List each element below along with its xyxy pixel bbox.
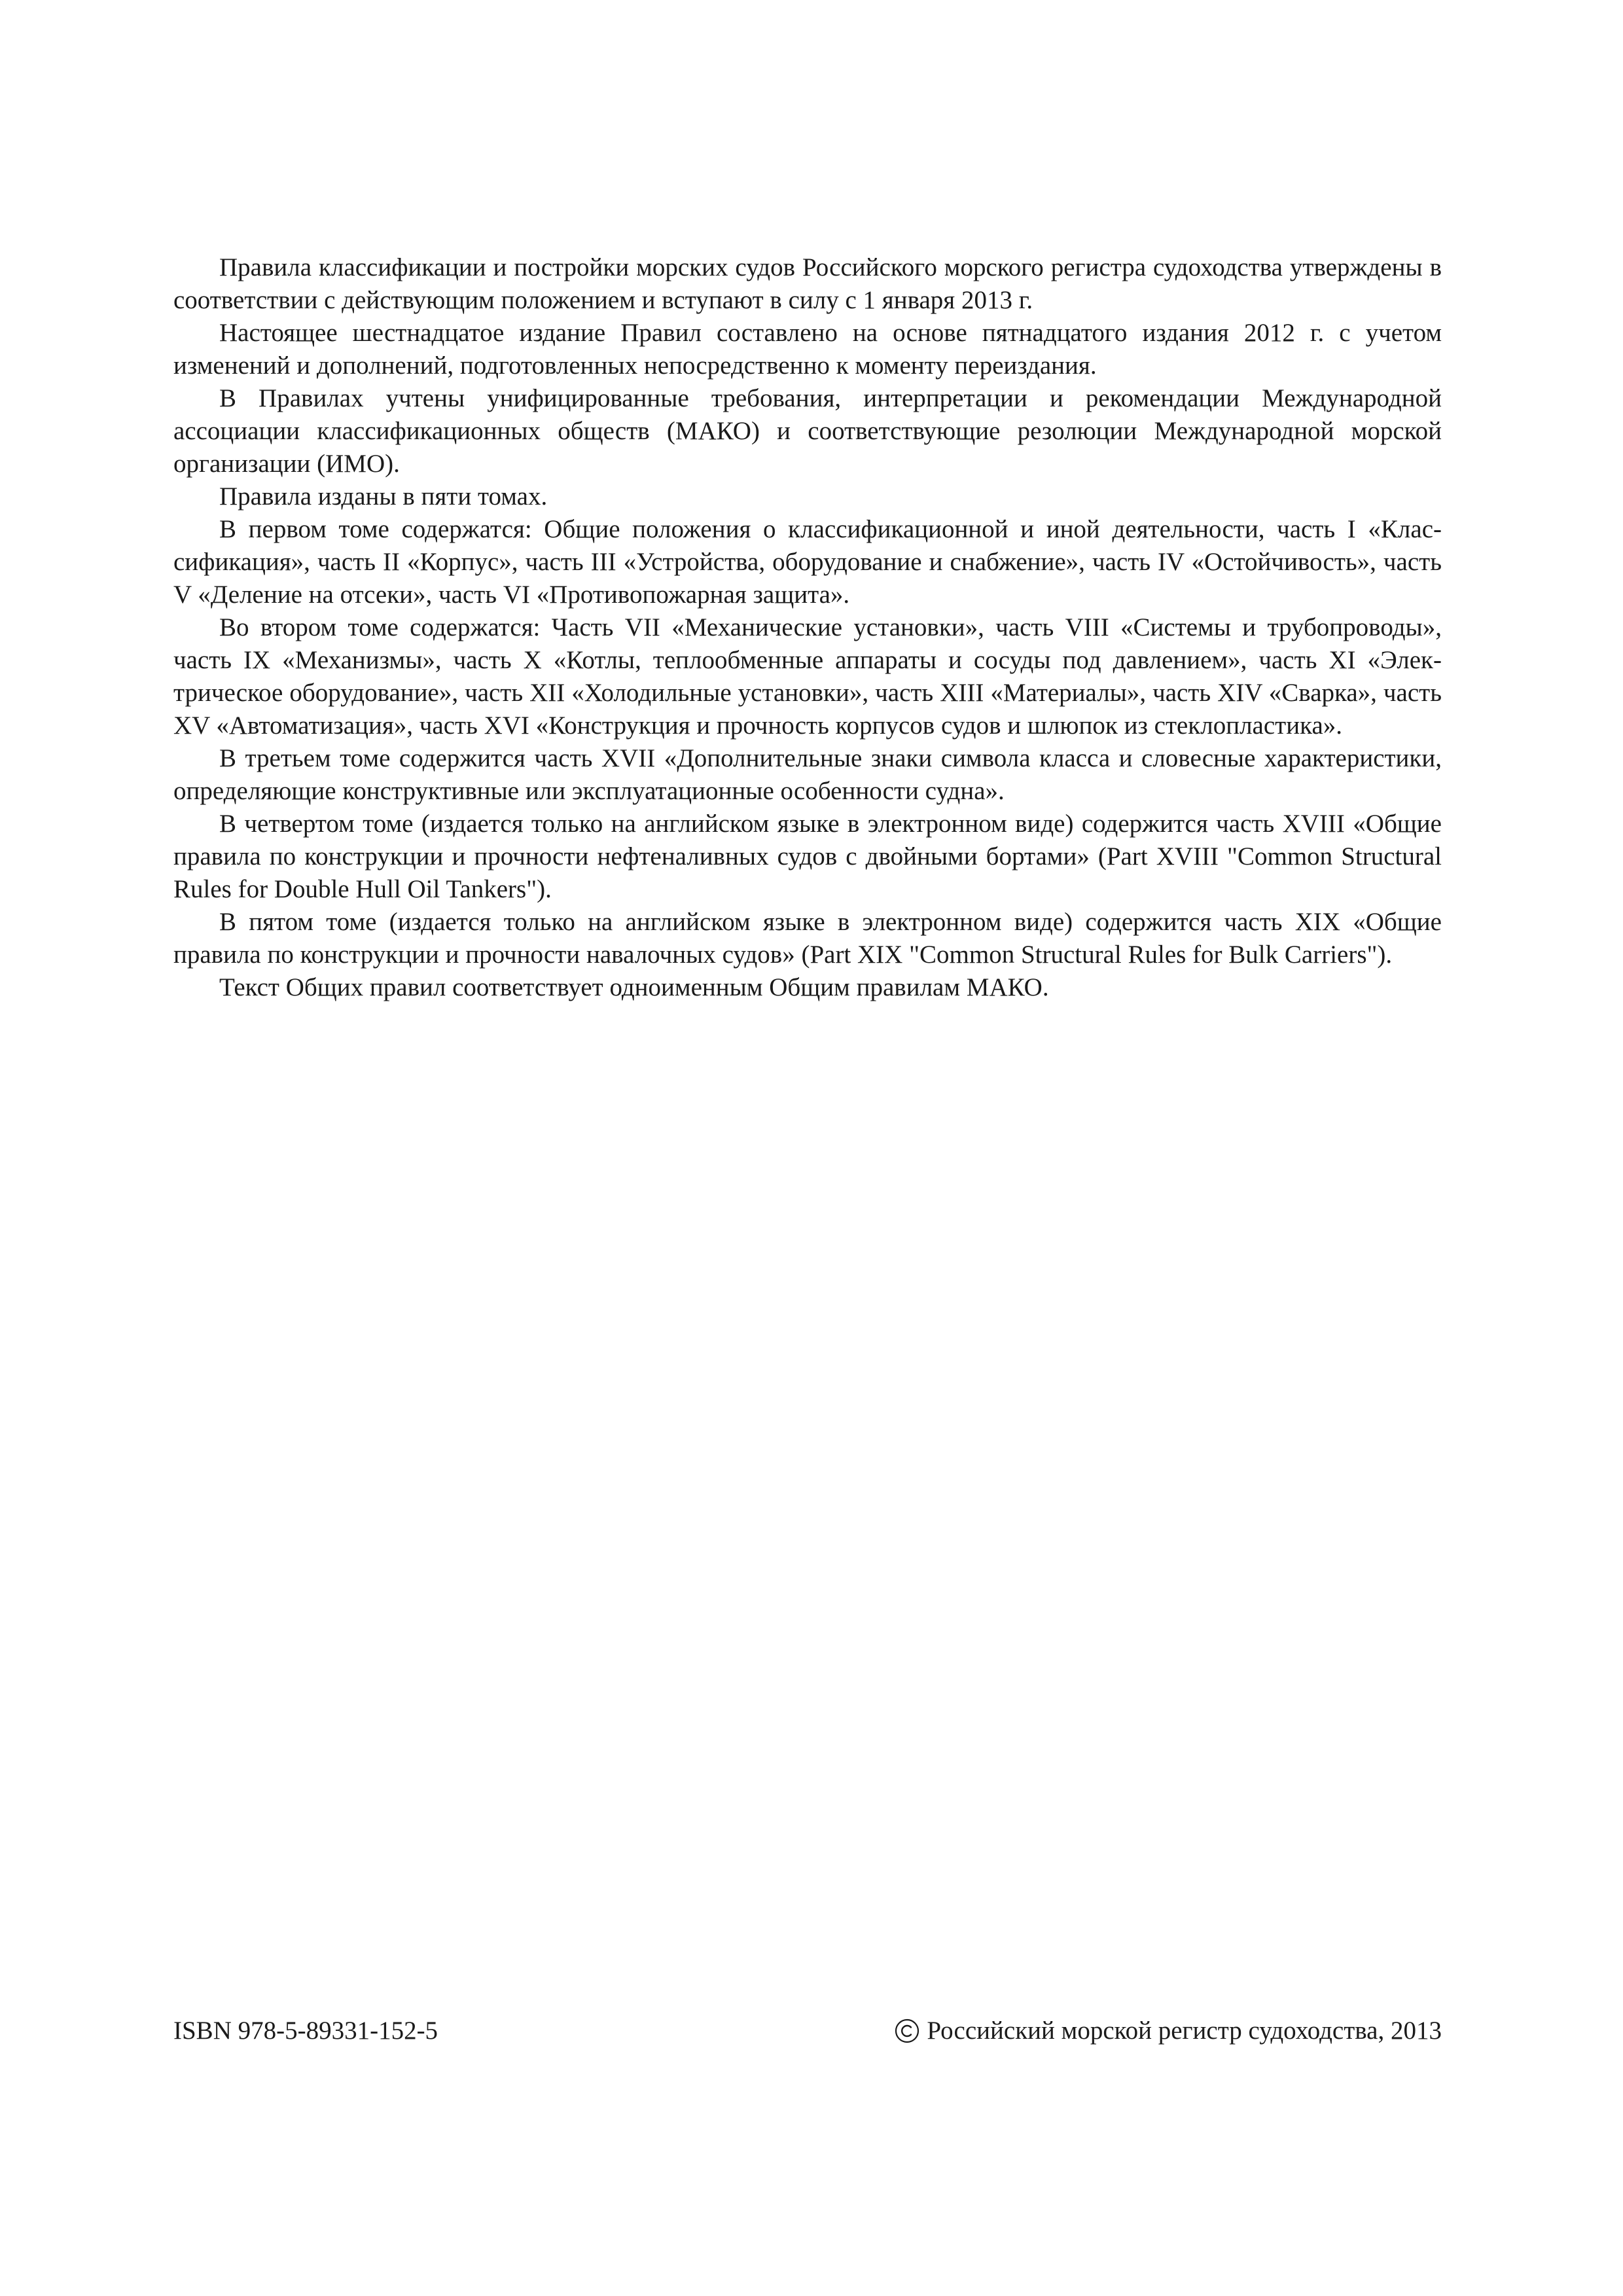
copyright-icon (894, 2018, 920, 2044)
copyright-text: Российский морской регистр судоходства, 2013 (927, 2017, 1442, 2045)
paragraph: Правила изданы в пяти томах. (219, 482, 548, 511)
paragraph: Текст Общих правил соответствует одноименным Общим правилам МАКО. (219, 973, 1049, 1001)
paragraph: В Правилах учтены унифицированные требования, интерпретации и рекомендации Международной ассоциации классификационных обществ (МАКО) и соответствующие резолюции Международной морской организации (ИМО). (173, 384, 1442, 478)
paragraph: Настоящее шестнадцатое издание Правил составлено на основе пятнадцатого издания 2012 г. с учетом изменений и дополнений, подготовленных непосредственно к моменту переиздания. (173, 319, 1442, 380)
paragraph: Правила классификации и постройки морских судов Российского морского регистра судоходства утверждены в соответствии с действующим положением и вступают в силу с 1 января 2013 г. (173, 253, 1442, 314)
paragraph: В пятом томе (издается только на английском языке в электронном виде) содержится часть XIX «Общие правила по конструкции и прочности навалочных судов» (Part XIX "Common Structural Rules for Bulk Carriers"). (173, 908, 1442, 969)
paragraph: В четвертом томе (издается только на английском языке в электронном виде) содержится часть XVIII «Общие правила по конструкции и прочности нефтеналивных судов с двойными бортами» (Part XVIII "Common Structural Rules for Double Hull Oil Tankers"). (173, 810, 1442, 903)
paragraph: В первом томе содержатся: Общие положения о классификационной и иной деятельности, часть I «Классификация», часть II «Корпус», часть III «Устройства, оборудование и снабжение», часть IV «Остойчивость», часть V «Деление на отсеки», часть VI «Противопожарная защита». (173, 515, 1442, 609)
paragraph: Во втором томе содержатся: Часть VII «Механические установки», часть VIII «Системы и трубопроводы», часть IX «Механизмы», часть X «Котлы, теплообменные аппараты и сосуды под давлением», часть XI «Электрическое оборудование», часть XII «Холодильные установки», часть XIII «Материалы», часть XIV «Сварка», часть XV «Автоматизация», часть XVI «Конструкция и прочность корпусов судов и шлюпок из стеклопластика». (173, 613, 1442, 740)
isbn-text: ISBN 978-5-89331-152-5 (173, 2017, 438, 2045)
page-footer (173, 2015, 1442, 2051)
body-text (173, 251, 1442, 1004)
paragraph: В третьем томе содержится часть XVII «Дополнительные знаки символа класса и словесные характеристики, определяющие конструктивные или эксплуатационные особенности судна». (173, 744, 1442, 805)
copyright-notice (894, 2015, 1442, 2047)
